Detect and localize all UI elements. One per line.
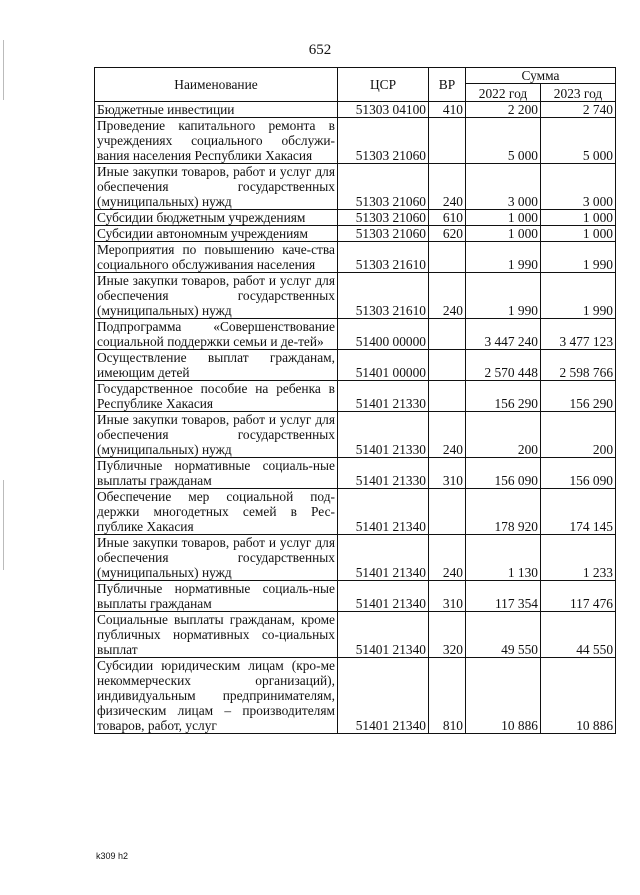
row-amount-2023: 44 550 (541, 612, 616, 658)
row-name: Обеспечение мер социальной под-держки многодетных семей в Рес-публике Хакасия (95, 489, 338, 535)
table-row (95, 210, 616, 226)
row-vr-code: 240 (429, 273, 466, 319)
row-vr-code: 620 (429, 226, 466, 242)
row-vr-code: 240 (429, 412, 466, 458)
row-name: Субсидии автономным учреждениям (95, 226, 338, 242)
budget-table (94, 67, 616, 734)
table-row (95, 164, 616, 210)
row-csr-code: 51303 04100 (338, 102, 429, 118)
row-csr-code: 51303 21060 (338, 210, 429, 226)
row-amount-2022: 156 290 (466, 381, 541, 412)
table-row (95, 350, 616, 381)
row-amount-2022: 1 000 (466, 210, 541, 226)
row-csr-code: 51401 21330 (338, 381, 429, 412)
row-vr-code: 320 (429, 612, 466, 658)
row-amount-2023: 156 290 (541, 381, 616, 412)
row-name: Публичные нормативные социаль-ные выплаты гражданам (95, 458, 338, 489)
row-csr-code: 51401 21330 (338, 458, 429, 489)
table-body (95, 102, 616, 734)
row-vr-code: 610 (429, 210, 466, 226)
row-csr-code: 51303 21610 (338, 242, 429, 273)
row-amount-2022: 10 886 (466, 658, 541, 734)
row-amount-2023: 2 740 (541, 102, 616, 118)
row-amount-2023: 1 233 (541, 535, 616, 581)
row-amount-2023: 10 886 (541, 658, 616, 734)
row-name: Публичные нормативные социаль-ные выплаты гражданам (95, 581, 338, 612)
row-amount-2023: 156 090 (541, 458, 616, 489)
table-row (95, 489, 616, 535)
row-amount-2022: 178 920 (466, 489, 541, 535)
row-vr-code (429, 350, 466, 381)
header-sum: Сумма (466, 68, 616, 84)
row-vr-code (429, 242, 466, 273)
row-vr-code: 240 (429, 535, 466, 581)
table-row (95, 612, 616, 658)
table-row (95, 458, 616, 489)
row-csr-code: 51303 21610 (338, 273, 429, 319)
row-amount-2022: 1 000 (466, 226, 541, 242)
header-vr: ВР (429, 68, 466, 102)
row-name: Иные закупки товаров, работ и услуг для обеспечения государственных (муниципальных) нужд (95, 164, 338, 210)
row-vr-code: 240 (429, 164, 466, 210)
row-csr-code: 51400 00000 (338, 319, 429, 350)
row-csr-code: 51401 21340 (338, 489, 429, 535)
row-amount-2022: 3 000 (466, 164, 541, 210)
table-row (95, 535, 616, 581)
row-vr-code (429, 319, 466, 350)
footer-code: k309 h2 (96, 851, 129, 861)
table-row (95, 581, 616, 612)
row-amount-2023: 1 000 (541, 210, 616, 226)
row-amount-2023: 2 598 766 (541, 350, 616, 381)
row-name: Иные закупки товаров, работ и услуг для обеспечения государственных (муниципальных) нужд (95, 273, 338, 319)
row-name: Субсидии бюджетным учреждениям (95, 210, 338, 226)
row-vr-code: 410 (429, 102, 466, 118)
row-amount-2022: 1 130 (466, 535, 541, 581)
row-name: Осуществление выплат гражданам, имеющим детей (95, 350, 338, 381)
row-csr-code: 51401 00000 (338, 350, 429, 381)
header-csr: ЦСР (338, 68, 429, 102)
table-row (95, 102, 616, 118)
row-csr-code: 51401 21340 (338, 535, 429, 581)
row-amount-2022: 1 990 (466, 242, 541, 273)
table-row (95, 381, 616, 412)
row-vr-code (429, 489, 466, 535)
table-row (95, 412, 616, 458)
row-amount-2023: 117 476 (541, 581, 616, 612)
table-row (95, 118, 616, 164)
row-amount-2022: 5 000 (466, 118, 541, 164)
row-amount-2022: 49 550 (466, 612, 541, 658)
page-number: 652 (308, 42, 332, 58)
table-row (95, 658, 616, 734)
row-vr-code (429, 381, 466, 412)
scan-edge-mark (3, 480, 4, 570)
row-name: Социальные выплаты гражданам, кроме публичных нормативных со-циальных выплат (95, 612, 338, 658)
row-amount-2023: 3 000 (541, 164, 616, 210)
table-row (95, 273, 616, 319)
row-name: Государственное пособие на ребенка в Республике Хакасия (95, 381, 338, 412)
row-vr-code: 310 (429, 581, 466, 612)
header-year-2022: 2022 год (466, 84, 541, 102)
row-name: Иные закупки товаров, работ и услуг для обеспечения государственных (муниципальных) нужд (95, 535, 338, 581)
row-amount-2023: 3 477 123 (541, 319, 616, 350)
row-amount-2023: 1 990 (541, 242, 616, 273)
row-csr-code: 51401 21340 (338, 658, 429, 734)
row-csr-code: 51401 21340 (338, 581, 429, 612)
row-amount-2023: 1 990 (541, 273, 616, 319)
row-vr-code: 310 (429, 458, 466, 489)
row-name: Бюджетные инвестиции (95, 102, 338, 118)
header-name: Наименование (95, 68, 338, 102)
table-row (95, 319, 616, 350)
row-name: Подпрограмма «Совершенствование социальной поддержки семьи и де-тей» (95, 319, 338, 350)
row-amount-2022: 200 (466, 412, 541, 458)
row-csr-code: 51401 21340 (338, 612, 429, 658)
row-amount-2023: 200 (541, 412, 616, 458)
row-csr-code: 51303 21060 (338, 164, 429, 210)
row-csr-code: 51401 21330 (338, 412, 429, 458)
row-amount-2022: 156 090 (466, 458, 541, 489)
table-row (95, 226, 616, 242)
header-year-2023: 2023 год (541, 84, 616, 102)
row-amount-2022: 2 200 (466, 102, 541, 118)
row-name: Субсидии юридическим лицам (кро-ме некоммерческих организаций), индивидуальным предпринимателям, физическим лицам – производителям товаров, работ, услуг (95, 658, 338, 734)
row-amount-2022: 2 570 448 (466, 350, 541, 381)
row-name: Мероприятия по повышению каче-ства социального обслуживания населения (95, 242, 338, 273)
row-csr-code: 51303 21060 (338, 118, 429, 164)
row-amount-2022: 1 990 (466, 273, 541, 319)
row-amount-2023: 1 000 (541, 226, 616, 242)
row-name: Проведение капитального ремонта в учреждениях социального обслужи-вания населения Республики Хакасия (95, 118, 338, 164)
row-vr-code (429, 118, 466, 164)
row-csr-code: 51303 21060 (338, 226, 429, 242)
table-row (95, 242, 616, 273)
row-vr-code: 810 (429, 658, 466, 734)
row-amount-2022: 3 447 240 (466, 319, 541, 350)
row-amount-2022: 117 354 (466, 581, 541, 612)
row-amount-2023: 174 145 (541, 489, 616, 535)
row-name: Иные закупки товаров, работ и услуг для обеспечения государственных (муниципальных) нужд (95, 412, 338, 458)
row-amount-2023: 5 000 (541, 118, 616, 164)
